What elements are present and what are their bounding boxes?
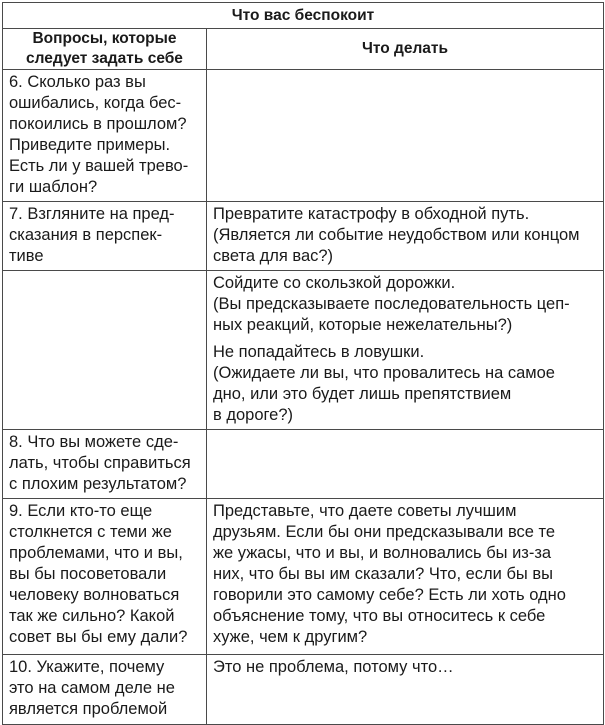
answer-cell: [207, 499, 604, 655]
answer-cell: [207, 271, 604, 430]
answer-cell: [207, 202, 604, 271]
header-row: [3, 29, 604, 70]
answer-line: Это не проблема, потому что…: [213, 658, 454, 676]
question-line: Есть ли у вашей трево-: [9, 157, 189, 175]
answer-line: Не попадайтесь в ловушки.: [213, 343, 425, 361]
table-row: [3, 70, 604, 202]
table-row: [3, 499, 604, 655]
answer-line: же ужасы, что и вы, и волновались бы из-за: [213, 544, 552, 562]
answer-line: Сойдите со скользкой дорожки.: [213, 274, 456, 292]
question-line: 9. Если кто-то еще: [9, 502, 153, 520]
question-line: 7. Взгляните на пред-: [9, 205, 175, 223]
question-line: Приведите примеры.: [9, 136, 171, 154]
question-cell: [3, 271, 207, 430]
table-title: Что вас беспокоит: [3, 3, 604, 29]
actions-header: Что делать: [207, 29, 604, 70]
answer-note-line: в дороге?): [213, 406, 294, 424]
question-line: лать, чтобы справиться: [9, 454, 191, 472]
answer-line: объяснение тому, что вы относитесь к себе: [213, 607, 546, 625]
answer-note-line: дно, или это будет лишь препятствием: [213, 385, 512, 403]
answer-note-line: ных реакций, которые нежелательны?): [213, 316, 513, 334]
answer-line: них, что бы вы им сказали? Что, если бы вы: [213, 565, 553, 583]
question-line: сказания в перспек-: [9, 226, 163, 244]
answer-cell: [207, 430, 604, 499]
question-line: вы бы посоветовали: [9, 565, 167, 583]
answer-line: Превратите катастрофу в обходной путь.: [213, 205, 530, 223]
table-row: [3, 271, 604, 430]
question-line: столкнется с теми же: [9, 523, 172, 541]
question-line: это на самом деле не: [9, 679, 175, 697]
question-line: так же сильно? Какой: [9, 607, 175, 625]
answer-note-line: (Ожидаете ли вы, что провалитесь на самое: [213, 364, 555, 382]
answer-line: Представьте, что даете советы лучшим: [213, 502, 517, 520]
question-cell: [3, 70, 207, 202]
question-line: ги шаблон?: [9, 178, 98, 196]
question-line: с плохим результатом?: [9, 475, 187, 493]
answer-line: хуже, чем к другим?: [213, 628, 368, 646]
questions-header: Вопросы, которые следует задать себе: [3, 29, 207, 70]
question-line: совет вы бы ему дали?: [9, 628, 188, 646]
title-row: [3, 3, 604, 29]
question-line: покоились в прошлом?: [9, 115, 187, 133]
question-cell: [3, 430, 207, 499]
question-line: человеку волноваться: [9, 586, 180, 604]
answer-note-line: света для вас?): [213, 247, 334, 265]
answer-note-line: (Является ли событие неудобством или концом: [213, 226, 580, 244]
answer-line: говорили это самому себе? Есть ли хоть одно: [213, 586, 566, 604]
question-line: 8. Что вы можете сде-: [9, 433, 179, 451]
answer-cell: [207, 655, 604, 725]
question-line: тиве: [9, 247, 44, 265]
question-cell: [3, 655, 207, 725]
answer-note-line: (Вы предсказываете последовательность цеп-: [213, 295, 570, 313]
table-row: [3, 655, 604, 725]
table-row: [3, 430, 604, 499]
question-line: 10. Укажите, почему: [9, 658, 165, 676]
question-line: проблемами, что и вы,: [9, 544, 183, 562]
question-line: ошибались, когда бес-: [9, 94, 182, 112]
question-line: 6. Сколько раз вы: [9, 73, 146, 91]
question-line: является проблемой: [9, 700, 168, 718]
table-row: [3, 202, 604, 271]
question-cell: [3, 202, 207, 271]
answer-line: друзьям. Если бы они предсказывали все те: [213, 523, 556, 541]
worry-table: [2, 2, 604, 725]
question-cell: [3, 499, 207, 655]
answer-cell: [207, 70, 604, 202]
